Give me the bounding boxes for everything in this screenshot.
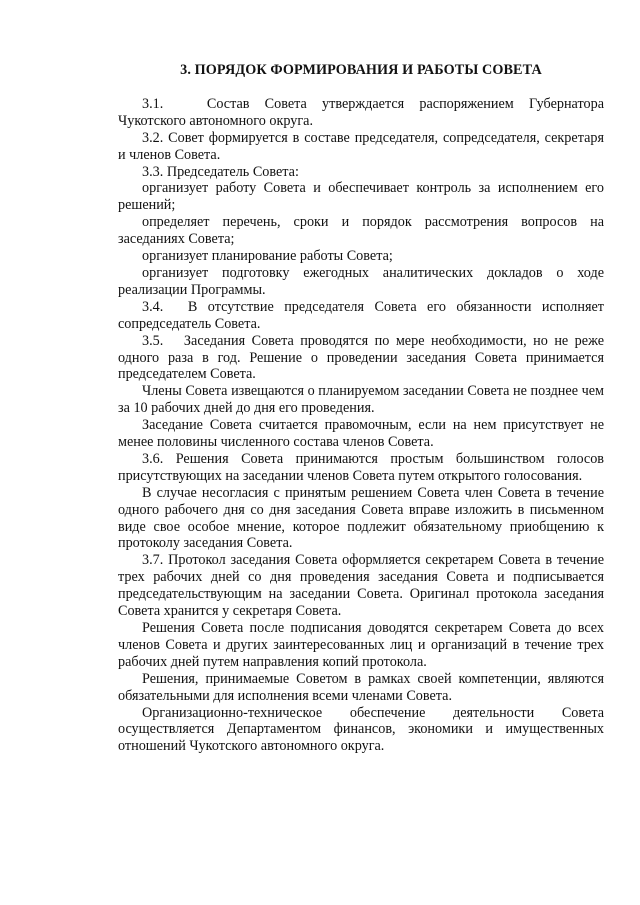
paragraph-duty-3: организует планирование работы Совета; bbox=[142, 248, 393, 265]
document-page bbox=[118, 62, 604, 755]
paragraph-3-7-distribution: Решения Совета после подписания доводятся секретарем Совета до всех членов Совета и других заинтересованных лиц и организаций в течение трех рабочих дней путем направления копий протокола. bbox=[118, 620, 604, 670]
paragraph-3-6: 3.6. Решения Совета принимаются простым большинством голосов присутствующих на заседании членов Совета путем открытого голосования. bbox=[118, 450, 604, 484]
paragraph-3-2: 3.2. Совет формируется в составе председателя, сопредседателя, секретаря и членов Совета. bbox=[118, 129, 604, 163]
paragraph-3-7-support: Организационно-техническое обеспечение деятельности Совета осуществляется Департаментом финансов, экономики и имущественных отношений Чукотского автономного округа. bbox=[118, 704, 604, 755]
paragraph-3-4: 3.4. В отсутствие председателя Совета его обязанности исполняет сопредседатель Совета. bbox=[118, 298, 604, 332]
paragraph-duty-4: организует подготовку ежегодных аналитических докладов о ходе реализации Программы. bbox=[118, 264, 604, 298]
paragraph-3-3: 3.3. Председатель Совета: bbox=[142, 163, 299, 180]
section-title: 3. ПОРЯДОК ФОРМИРОВАНИЯ И РАБОТЫ СОВЕТА bbox=[180, 62, 542, 78]
paragraph-duty-1: организует работу Совета и обеспечивает контроль за исполнением его решений; bbox=[118, 180, 604, 214]
paragraph-3-5: 3.5. Заседания Совета проводятся по мере необходимости, но не реже одного раза в год. Решение о проведении заседания Совета принимается председателем Совета. bbox=[118, 332, 604, 383]
paragraph-3-7-binding: Решения, принимаемые Советом в рамках своей компетенции, являются обязательными для исполнения всеми членами Совета. bbox=[118, 670, 604, 704]
paragraph-duty-2: определяет перечень, сроки и порядок рассмотрения вопросов на заседаниях Совета; bbox=[118, 214, 604, 248]
paragraph-3-5-notice: Члены Совета извещаются о планируемом заседании Совета не позднее чем за 10 рабочих дней до дня его проведения. bbox=[118, 383, 604, 417]
paragraph-3-6-dissent: В случае несогласия с принятым решением Совета член Совета в течение одного рабочего дня со дня заседания Совета вправе изложить в письменном виде свое особое мнение, которое подлежит обязательному приобщению к протоколу заседания Совета. bbox=[118, 484, 604, 552]
paragraph-3-1: 3.1. Состав Совета утверждается распоряжением Губернатора Чукотского автономного округа. bbox=[118, 95, 604, 129]
paragraph-3-7: 3.7. Протокол заседания Совета оформляется секретарем Совета в течение трех рабочих дней со дня проведения заседания Совета и подписывается председательствующим на заседании Совета. Оригинал протокола заседания Совета хранится у секретаря Совета. bbox=[118, 552, 604, 620]
paragraph-3-5-quorum: Заседание Совета считается правомочным, если на нем присутствует не менее половины численного состава членов Совета. bbox=[118, 417, 604, 451]
